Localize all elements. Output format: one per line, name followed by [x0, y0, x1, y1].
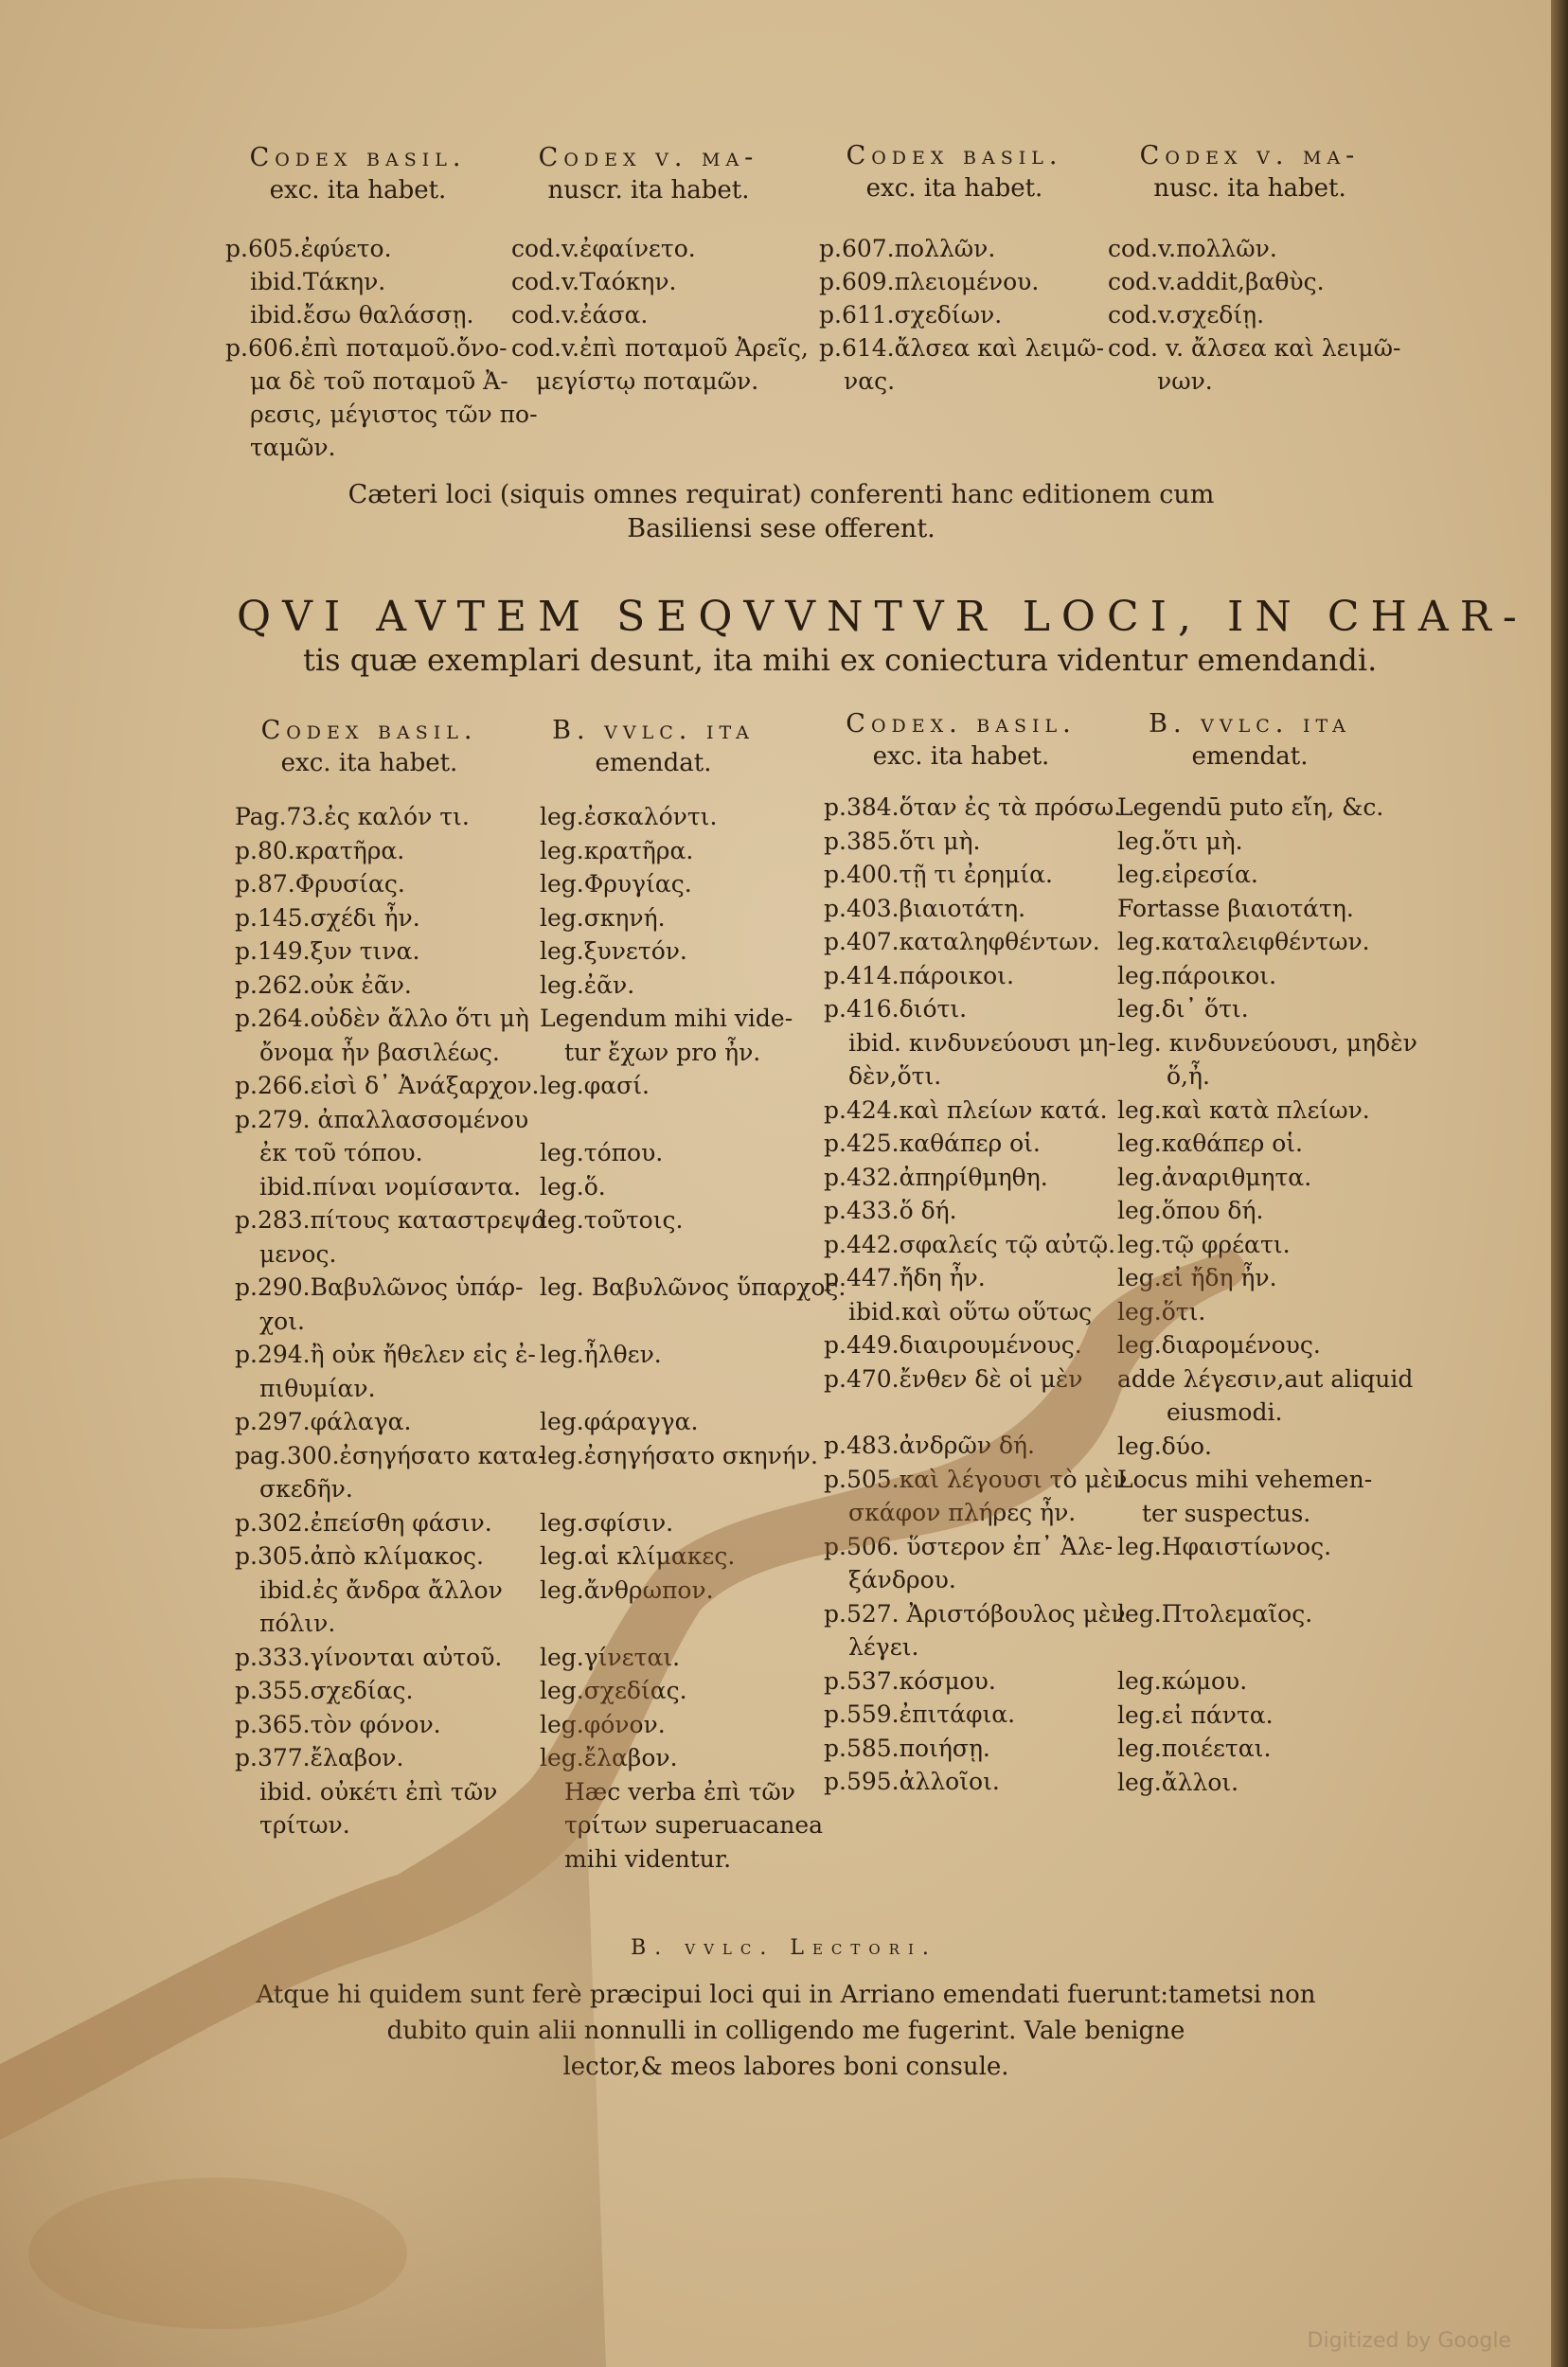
s1-col4-entry: cod.v.addit,βαθὺς. — [1108, 268, 1325, 295]
s2-col1-entry: p.302.ἐπείσθη φάσιν. — [235, 1508, 492, 1537]
s1-note-line: Cæteri loci (siquis omnes requirat) conferenti hanc editionem cum — [347, 480, 1215, 509]
s2-col1-entry: πιθυμίαν. — [259, 1374, 376, 1402]
s1-header-2 — [507, 142, 791, 206]
s2-col2-entry: leg.ἔλαβον. — [540, 1744, 678, 1771]
s2-col1-entry: τρίτων. — [259, 1811, 350, 1839]
s2-col2-entry: leg.σκηνή. — [540, 903, 666, 932]
s2-col4-entry: leg.πάροικοι. — [1117, 961, 1277, 989]
s2-col1-entry: χοι. — [259, 1307, 305, 1335]
s2-header-1-sub: exc. ita habet. — [280, 749, 458, 777]
s2-col4-entry: leg.δύο. — [1117, 1432, 1212, 1460]
s2-col4-entry: adde λέγεσιν,aut aliquid — [1117, 1364, 1414, 1393]
s2-col3-entry: p.595.ἀλλοῖοι. — [824, 1768, 1000, 1795]
s1-col2-entry: cod.v.ἐπὶ ποταμοῦ Ἀρεῖς, — [511, 334, 809, 362]
s2-header-2 — [530, 715, 776, 779]
s1-col2-entry: cod.v.ἐάσα. — [511, 301, 649, 329]
s2-col1-entry: p.283.πίτους καταστρεψά- — [235, 1206, 556, 1234]
s1-col3-entry: p.611.σχεδίων. — [819, 301, 1003, 329]
s2-col1-entry: p.262.οὐκ ἐᾶν. — [235, 970, 412, 999]
s2-header-4 — [1117, 708, 1382, 773]
s2-col4-entry: leg.ἄλλοι. — [1117, 1768, 1239, 1796]
s1-col-4 — [1108, 232, 1401, 398]
s2-col3-entry: p.447.ἤδη ἦν. — [824, 1264, 986, 1291]
s2-col2-entry: Legendum mihi vide- — [540, 1005, 793, 1032]
s1-col-2 — [511, 232, 809, 398]
s2-col4-entry: leg.ὅπου δή. — [1117, 1197, 1264, 1224]
s2-col3-entry: p.483.ἀνδρῶν δή. — [824, 1432, 1035, 1459]
s2-col2-entry — [540, 1472, 824, 1506]
s2-col4-entry: leg.ὅτι. — [1117, 1297, 1206, 1326]
s2-col1-entry: p.305.ἀπὸ κλίμακος. — [235, 1542, 484, 1570]
s2-col2-entry: leg.ἄνθρωπον. — [540, 1575, 714, 1604]
s2-header-4-title: B. vvlc. ita — [1149, 709, 1351, 739]
s2-col2-entry: leg.ὅ. — [540, 1172, 606, 1201]
s1-header-2-title: Codex v. ma- — [538, 143, 759, 172]
s1-col3-entry: νας. — [844, 367, 896, 395]
s1-col3-entry: p.614.ἄλσεα καὶ λειμῶ- — [819, 334, 1105, 362]
s1-header-1-title: Codex basil. — [249, 143, 467, 172]
s1-col2-entry: μεγίστῳ ποταμῶν. — [536, 367, 759, 395]
s2-col3-entry: p.442.σφαλείς τῷ αὐτῷ. — [824, 1230, 1116, 1258]
s1-col1-entry: ρεσις, μέγιστος τῶν πο- — [250, 400, 538, 428]
s1-col4-entry: νων. — [1157, 367, 1213, 395]
s2-col1-entry: ἐκ τοῦ τόπου. — [259, 1139, 423, 1166]
s2-col4-entry: ὅ,ἦ. — [1167, 1062, 1210, 1090]
s2-col2-entry: leg.γίνεται. — [540, 1643, 681, 1671]
s2-col4-entry: leg.εἰρεσία. — [1117, 861, 1258, 888]
s2-col4-entry: leg.καθάπερ οἱ. — [1117, 1130, 1304, 1157]
s2-col2-entry: leg.τοῦτοις. — [540, 1206, 684, 1234]
s2-header-3-title: Codex. basil. — [846, 709, 1077, 739]
s2-col2-entry: tur ἔχων pro ἦν. — [564, 1038, 761, 1066]
s2-col1-entry: σκεδῆν. — [259, 1475, 353, 1503]
s2-col1-entry: p.264.οὐδὲν ἄλλο ὅτι μὴ — [235, 1005, 529, 1032]
s2-col3-entry: p.424.καὶ πλείων κατά. — [824, 1095, 1108, 1124]
s2-col-2 — [540, 800, 846, 1876]
s1-header-4-sub: nusc. ita habet. — [1153, 174, 1346, 203]
s2-col1-entry: p.294.ἢ οὐκ ἤθελεν εἰς ἐ- — [235, 1341, 536, 1368]
s2-header-1-title: Codex basil. — [260, 716, 478, 745]
s2-col1-entry: p.297.φάλαγα. — [235, 1408, 412, 1435]
s2-col3-entry: p.559.ἐπιτάφια. — [824, 1700, 1016, 1728]
s2-col3-entry: p.585.ποιήσῃ. — [824, 1734, 990, 1762]
s2-col-3 — [824, 791, 1127, 1799]
s2-col2-entry: leg.φόνον. — [540, 1710, 666, 1738]
s2-col2-entry: leg.σχεδίας. — [540, 1677, 687, 1704]
s2-col1-entry: p.87.Φρυσίας. — [235, 870, 405, 898]
s2-col4-entry: leg. κινδυνεύουσι, μηδὲν — [1117, 1028, 1417, 1057]
s2-col3-entry: p.470.ἔνθεν δὲ οἱ μὲν — [824, 1364, 1083, 1393]
s2-col2-entry — [540, 1237, 824, 1272]
s2-col2-entry: leg.σφίσιν. — [540, 1508, 674, 1537]
s1-header-3 — [812, 140, 1096, 205]
s2-col2-entry: leg.ἦλθεν. — [540, 1341, 662, 1368]
s2-col2-entry: leg.ἐᾶν. — [540, 970, 635, 999]
s2-col3-entry: p.505.καὶ λέγουσι τὸ μὲν — [824, 1465, 1128, 1493]
s1-col1-entry: ibid.Τάκην. — [250, 268, 386, 295]
s2-col4-entry: leg.κώμου. — [1117, 1667, 1248, 1695]
s2-col-4 — [1117, 791, 1417, 1799]
s2-col3-entry: p.425.καθάπερ οἱ. — [824, 1130, 1041, 1157]
s2-col1-entry: ibid.ἐς ἄνδρα ἄλλον — [259, 1575, 503, 1604]
s1-col2-entry: cod.v.ἐφαίνετο. — [511, 235, 696, 262]
s2-col2-entry: leg.Φρυγίας. — [540, 870, 692, 898]
s2-col1-entry: pag.300.ἐσηγήσατο κατα- — [235, 1441, 546, 1469]
s2-col4-entry — [1117, 1631, 1401, 1665]
s2-col4-entry: leg.ποιέεται. — [1117, 1735, 1272, 1762]
s2-col3-entry: p.407.καταληφθέντων. — [824, 928, 1100, 955]
s2-col3-entry: p.506. ὕστερον ἐπ᾽ Ἀλε- — [824, 1532, 1114, 1560]
s1-col4-entry: cod.v.πολλῶν. — [1108, 235, 1277, 262]
s2-col2-entry: mihi videntur. — [564, 1844, 732, 1873]
s2-col2-entry: τρίτων superuacanea — [564, 1811, 824, 1839]
s2-col3-entry: p.527. Ἀριστόβουλος μὲν — [824, 1599, 1126, 1628]
s1-header-4-title: Codex v. ma- — [1139, 141, 1361, 170]
s2-col4-entry: leg.ἀναριθμητα. — [1117, 1163, 1312, 1191]
s2-col3-entry: p.416.διότι. — [824, 995, 968, 1023]
s2-col2-entry: leg.ξυνετόν. — [540, 937, 687, 965]
s2-col3-entry: λέγει. — [848, 1633, 919, 1661]
closing-line: lector,& meos labores boni consule. — [562, 2053, 1009, 2081]
s2-col1-entry: Pag.73.ἐς καλόν τι. — [235, 803, 470, 830]
s2-header-3 — [814, 708, 1108, 773]
s2-col3-entry: p.384.ὅταν ἐς τὰ πρόσω. — [824, 793, 1122, 821]
section-heading-line2: tis quæ exemplari desunt, ita mihi ex coniectura videntur emendandi. — [303, 642, 1378, 678]
s2-col2-entry: leg.τόπου. — [540, 1139, 664, 1166]
s2-col4-entry: leg.εἰ ἤδη ἦν. — [1117, 1264, 1277, 1291]
s2-col1-entry: μενος. — [259, 1239, 337, 1268]
s2-col3-entry: σκάφον πλήρες ἦν. — [848, 1499, 1077, 1526]
s1-header-3-sub: exc. ita habet. — [865, 174, 1043, 203]
binding-edge — [1551, 0, 1568, 2367]
s2-col3-entry: p.537.κόσμου. — [824, 1666, 996, 1695]
s2-col2-entry: leg.ἐσκαλόντι. — [540, 803, 718, 830]
s1-header-4 — [1108, 140, 1392, 205]
s2-col4-entry — [1117, 1564, 1401, 1598]
s2-col4-entry: leg.καὶ κατὰ πλείων. — [1117, 1095, 1370, 1124]
s2-col4-entry: Fortasse βιαιοτάτη. — [1117, 894, 1354, 922]
s1-col1-entry: μα δὲ τοῦ ποταμοῦ Ἀ- — [250, 367, 508, 395]
s2-col2-entry: Hæc verba ἐπὶ τῶν — [564, 1777, 795, 1806]
s1-col3-entry: p.609.πλειομένου. — [819, 268, 1040, 295]
s2-col3-entry: p.432.ἀπηρίθμηθη. — [824, 1163, 1048, 1191]
s1-col4-entry: cod.v.σχεδίῃ. — [1108, 301, 1265, 329]
s1-col2-entry: cod.v.Ταόκην. — [511, 268, 677, 295]
closing-heading: B. vvlc. Lectori. — [631, 1936, 937, 1960]
s2-col3-entry: ξάνδρου. — [848, 1566, 956, 1593]
closing-line: dubito quin alii nonnulli in colligendo me fugerint. Vale benigne — [386, 2017, 1185, 2045]
s2-header-4-sub: emendat. — [1191, 742, 1309, 771]
s2-header-2-sub: emendat. — [595, 749, 712, 777]
s2-col2-entry: leg.κρατῆρα. — [540, 836, 694, 864]
s2-col4-entry: leg.Ηφαιστίωνος. — [1117, 1533, 1332, 1560]
s2-col1-entry: ὄνομα ἦν βασιλέως. — [259, 1038, 500, 1066]
s2-col1-entry: p.80.κρατῆρα. — [235, 836, 405, 864]
s1-header-1-sub: exc. ita habet. — [269, 176, 447, 205]
s1-note — [284, 478, 1278, 546]
s2-col4-entry: leg.τῷ φρέατι. — [1117, 1230, 1291, 1258]
s2-col4-entry: ter suspectus. — [1142, 1499, 1311, 1527]
s1-col-3 — [819, 232, 1103, 398]
section-heading: QVI AVTEM SEQVVNTVR LOCI, IN CHAR- — [237, 593, 1528, 641]
s2-header-2-title: B. vvlc. ita — [552, 716, 755, 745]
s2-col3-entry: δὲν,ὅτι. — [848, 1062, 942, 1090]
s1-col4-entry: cod. v. ἄλσεα καὶ λειμῶ- — [1108, 334, 1401, 362]
burn-stain — [0, 1827, 606, 2367]
s1-header-1 — [216, 142, 500, 206]
s2-col1-entry: p.365.τὸν φόνον. — [235, 1710, 441, 1738]
s2-col1-entry: πόλιν. — [259, 1610, 336, 1637]
s1-col1-entry: ταμῶν. — [250, 434, 336, 461]
s2-col2-entry — [540, 1607, 824, 1641]
s1-col3-entry: p.607.πολλῶν. — [819, 235, 996, 262]
s2-col1-entry: ibid. οὐκέτι ἐπὶ τῶν — [259, 1777, 498, 1806]
s2-col4-entry: leg.Πτολεμαῖος. — [1117, 1600, 1313, 1628]
s2-col2-entry: leg.φασί. — [540, 1072, 650, 1099]
s2-col1-entry: p.355.σχεδίας. — [235, 1677, 414, 1704]
watermark: Digitized by Google — [1307, 2329, 1511, 2353]
s2-col3-entry: p.403.βιαιοτάτη. — [824, 894, 1026, 922]
s2-col1-entry: ibid.πίναι νομίσαντα. — [259, 1172, 522, 1201]
s2-col3-entry: p.414.πάροικοι. — [824, 961, 1014, 989]
closing-line: Atque hi quidem sunt ferè præcipui loci qui in Arriano emendati fuerunt:tametsi non — [256, 1981, 1316, 2009]
s2-col1-entry: p.333.γίνονται αὐτοῦ. — [235, 1643, 503, 1671]
s2-col1-entry: p.279. ἀπαλλασσομένου — [235, 1105, 529, 1133]
s2-col3-entry: p.449.διαιρουμένους. — [824, 1331, 1082, 1359]
s2-col2-entry — [540, 1372, 824, 1406]
s2-col-1 — [235, 800, 556, 1842]
s1-col1-entry: p.606.ἐπὶ ποταμοῦ.ὄνο- — [225, 334, 508, 362]
s2-col3-entry: p.385.ὅτι μὴ. — [824, 827, 981, 855]
s2-col4-entry: Locus mihi vehemen- — [1117, 1466, 1373, 1493]
s2-col3-entry: ibid.καὶ οὕτω οὕτως — [848, 1297, 1093, 1326]
s1-note-line: Basiliensi sese offerent. — [627, 514, 935, 543]
s2-col2-entry — [540, 1103, 824, 1137]
s1-col-1 — [225, 232, 538, 464]
s2-col2-entry: leg.ἐσηγήσατο σκηνήν. — [540, 1441, 818, 1469]
s2-col1-entry: p.377.ἔλαβον. — [235, 1744, 404, 1771]
s2-col2-entry: leg.αἱ κλίμακες. — [540, 1542, 736, 1570]
closing-text — [237, 1977, 1335, 2085]
s2-col4-entry: Legendū puto εἴη, &c. — [1117, 793, 1384, 821]
s1-header-2-sub: nuscr. ita habet. — [547, 176, 750, 205]
s2-col4-entry: leg.δι᾽ ὅτι. — [1117, 995, 1249, 1023]
s2-col1-entry: p.266.εἰσὶ δ᾽ Ἀνάξαρχον. — [235, 1072, 540, 1099]
s2-col4-entry: leg.καταλειφθέντων. — [1117, 928, 1370, 955]
s2-col1-entry: p.145.σχέδι ἦν. — [235, 903, 420, 932]
s2-header-3-sub: exc. ita habet. — [872, 742, 1050, 771]
s2-col4-entry: leg.εἰ πάντα. — [1117, 1700, 1274, 1729]
s1-header-3-title: Codex basil. — [846, 141, 1063, 170]
s2-col3-entry: p.400.τῇ τι ἐρημία. — [824, 861, 1053, 888]
s2-col4-entry: leg.διαρομένους. — [1117, 1331, 1321, 1359]
s2-col1-entry: p.290.Βαβυλῶνος ὑπάρ- — [235, 1273, 524, 1301]
s1-col1-entry: p.605.ἐφύετο. — [225, 235, 392, 262]
s2-col4-entry: eiusmodi. — [1167, 1398, 1283, 1426]
s2-col3-entry: p.433.ὅ δή. — [824, 1197, 957, 1224]
s2-col4-entry: leg.ὅτι μὴ. — [1117, 827, 1243, 855]
s2-col3-entry: ibid. κινδυνεύουσι μη- — [848, 1028, 1116, 1057]
stain-spot — [28, 2178, 407, 2329]
s1-col1-entry: ibid.ἔσω θαλάσσῃ. — [250, 301, 474, 329]
s2-col2-entry: leg.φάραγγα. — [540, 1408, 699, 1435]
s2-col2-entry: leg. Βαβυλῶνος ὕπαρχος. — [540, 1273, 846, 1301]
s2-header-1 — [227, 715, 511, 779]
s2-col1-entry: p.149.ξυν τινα. — [235, 937, 420, 965]
s2-col2-entry — [540, 1305, 824, 1339]
